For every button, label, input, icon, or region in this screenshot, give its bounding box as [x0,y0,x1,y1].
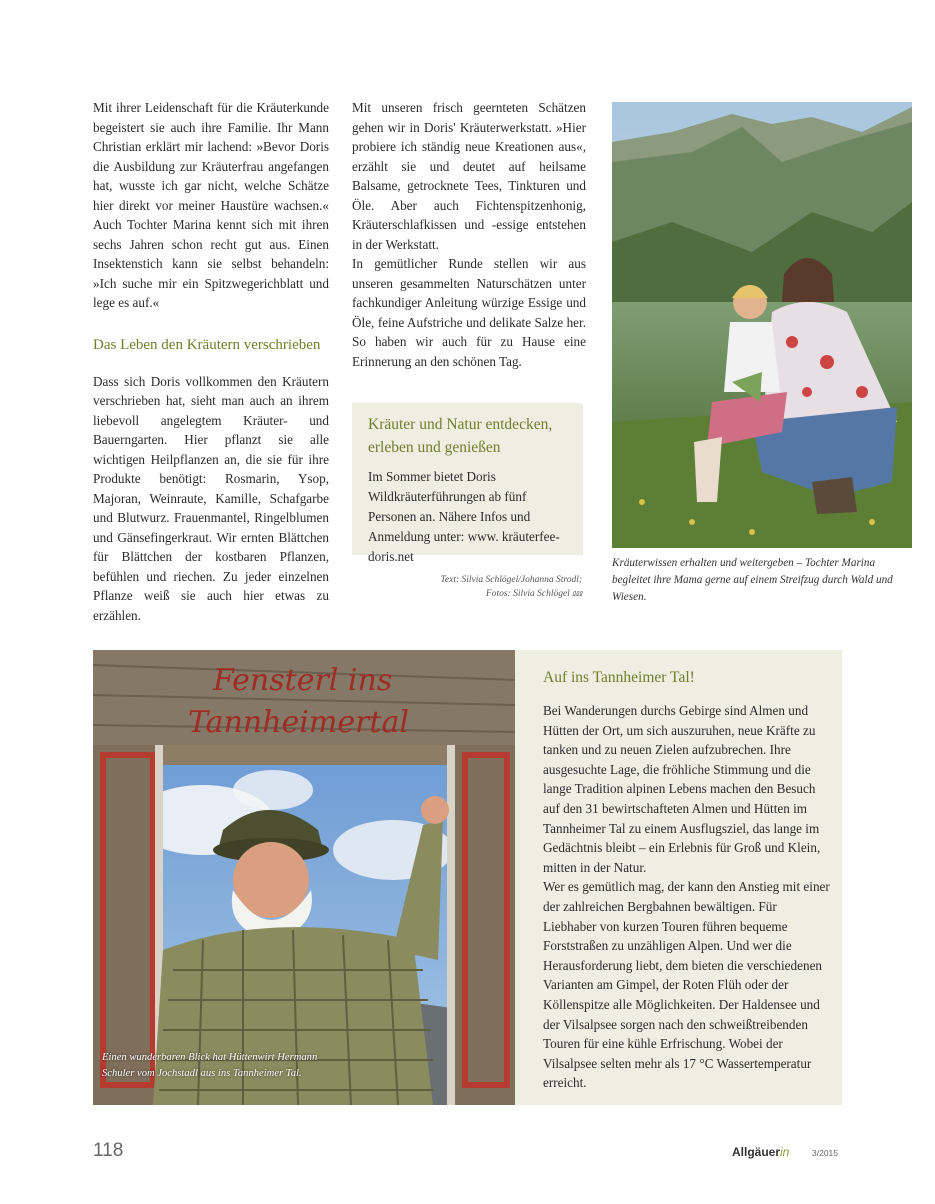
section-heading: Das Leben den Kräutern verschrieben [93,336,321,353]
sidebar-title: Auf ins Tannheimer Tal! [543,669,695,686]
column-2-paragraph-2: In gemütlicher Runde stellen wir aus unseren gesammelten Naturschätzen unter fachkundiger Anleitung würzige Essige und Öle, feine Aufstriche und delikate Salze her. So haben wir auch für zu Hause eine Erinnerung an den schönen Tag. [352,256,586,369]
photo-hut-keeper [93,650,515,1105]
photo-caption-bottom: Einen wunderbaren Blick hat Hüttenwirt Hermann Schuler vom Jochstadl aus ins Tannheimer Tal. [102,1052,318,1079]
issue-number: 3/2015 [812,1148,838,1158]
photo-credits [400,573,582,601]
info-box-text: Im Sommer bietet Doris Wildkräuterführungen ab fünf Personen an. Nähere Infos und Anmeldung unter: www. kräuterfee-doris.net [368,469,560,564]
sign-line-1: Fensterl ins [213,663,393,698]
info-box-title: Kräuter und Natur entdecken, erleben und genießen [368,416,553,456]
magazine-logo-suffix: in [780,1145,790,1159]
info-box [352,403,583,564]
page-number: 118 [93,1140,124,1161]
photo-mother-daughter [612,102,912,548]
magazine-logo-name: Allgäuer [732,1145,781,1159]
photo-caption-right: Kräuterwissen erhalten und weitergeben – Tochter Marina begleitet ihre Mama gerne auf einem Streifzug durch Wald und Wiesen. [612,557,893,603]
sidebar-box [515,650,842,1105]
column-1-paragraph-2: Dass sich Doris vollkommen den Kräutern verschrieben hat, sieht man auch an ihrem liebevoll angelegtem Kräuter- und Bauerngarten. Hier pflanzt sie alle wichtigen Heilpflanzen an, die sie für ihre Produkte benötigt: Rosmarin, Ysop, Majoran, Weinraute, Kamille, Schafgarbe und Blutwurz. Frauenmantel, Ringelblumen und Gänsefingerkraut. Wir ernten Blättchen für Blättchen der kostbaren Pflanzen, befühlen und riechen. Zu jeder einzelnen Pflanze weiß sie auch hier etwas zu erzählen. [93,373,329,623]
sidebar-paragraph-2: Wer es gemütlich mag, der kann den Anstieg mit einer der zahlreichen Bergbahnen bewältigen. Für Liebhaber von kurzen Touren führen bequeme Forststraßen zu unzähligen Alpen. Und wer die Herausforderung liebt, dem bieten die verschiedenen Varianten am Gimpel, der Roten Flüh oder der Köllenspitze alle Möglichkeiten. Der Haldensee und der Vilsalpsee sorgen nach den schweißtreibenden Touren für eine kühle Erfrischung. Wobei der Vilsalpsee selten mehr als 17 °C Wassertemperatur erreicht. [543,879,830,1091]
photo-hut-keeper-image [93,650,515,1105]
photo-mother-daughter-image [612,102,912,548]
sidebar-text [543,701,833,1093]
article-column-1 [93,98,329,625]
magazine-logo [732,1145,789,1159]
column-1-paragraph-1: Mit ihrer Leidenschaft für die Kräuterkunde begeistert sie auch ihre Familie. Ihr Mann Christian erklärt mir lachend: »Bevor Doris die Ausbildung zur Kräuterfrau angefangen hat, wusste ich gar nicht, welche Schätze hier direkt vor meiner Haustüre wachsen.« Auch Tochter Marina kennt sich mit ihren sechs Jahren schon recht gut aus. Einen Insektenstich kann sie selbst behandeln: »Ich suche mir ein Spitzwegerichblatt und lege es auf.« [93,100,329,310]
article-column-2 [352,98,586,371]
credit-line-text: Text: Silvia Schlögel/Johanna Strodl; [440,575,582,585]
sidebar-paragraph-1: Bei Wanderungen durchs Gebirge sind Almen und Hütten der Ort, um sich auszuruhen, neue Kräfte zu tanken und zu neuen Zielen aufzubrechen. Ihre ausgesuchte Lage, die fröhliche Stimmung und die lange Tradition alpinen Lebens machen den Besuch auf den 31 bewirtschafteten Almen und Hütten im Tannheimer Tal zu einem Ausflugsziel, das lange im Gedächtnis bleibt – ein Erlebnis für Groß und Klein, mitten in der Natur. [543,703,821,875]
credit-line-photos: Fotos: Silvia Schlögel ⅏ [485,589,582,599]
column-2-paragraph-1: Mit unseren frisch geernteten Schätzen gehen wir in Doris' Kräuterwerkstatt. »Hier probiere ich ständig neue Kreationen aus«, erzählt sie und deutet auf heilsame Balsame, getrocknete Tees, Tinkturen und Öle. Aber auch Fichtenspitzenhonig, Kräuterschlafkissen und -essige entstehen in der Werkstatt. [352,100,586,252]
sign-line-2: Tannheimertal [188,705,409,740]
